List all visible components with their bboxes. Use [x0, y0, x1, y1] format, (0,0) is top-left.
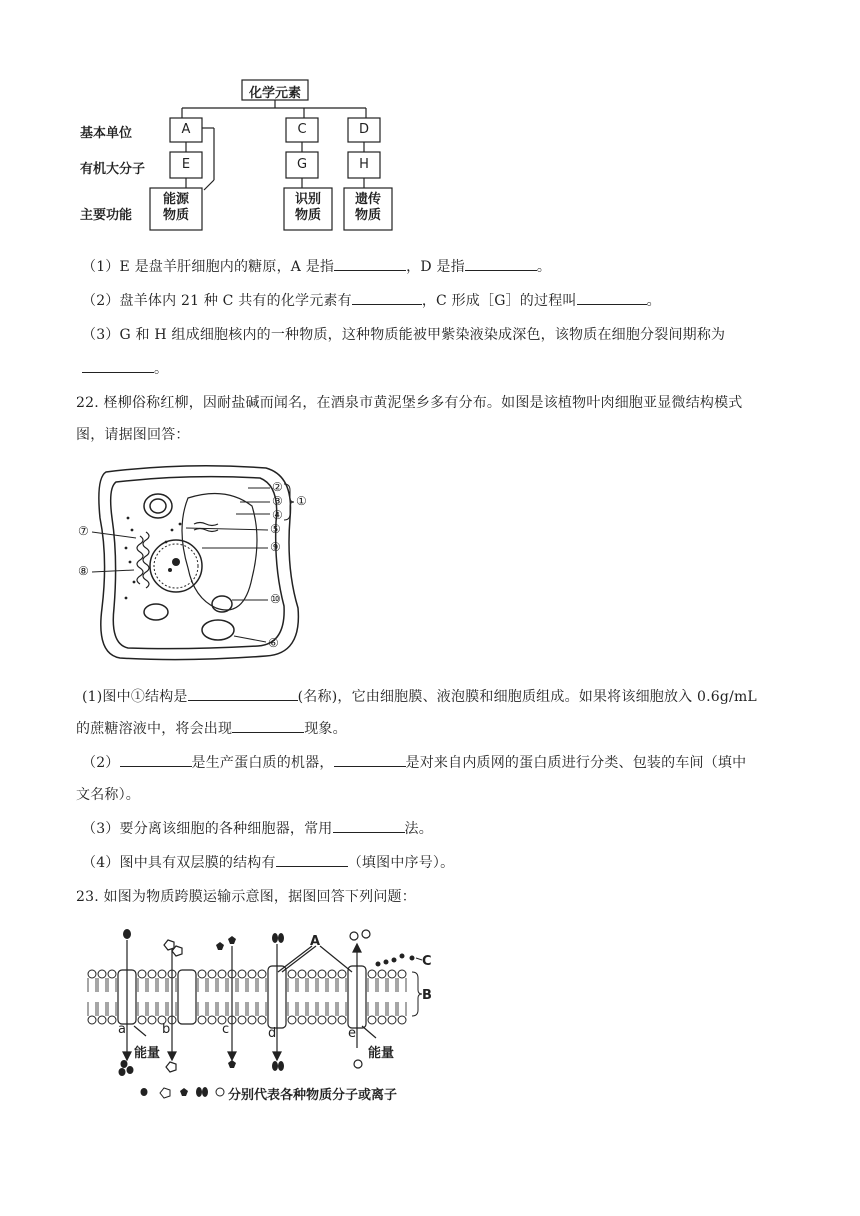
- label-c-glycoprotein: C: [422, 954, 432, 969]
- answer-blank[interactable]: [232, 718, 304, 733]
- energy-line2: 物质: [162, 208, 189, 223]
- answer-blank[interactable]: [577, 290, 647, 305]
- label-e-path: e: [348, 1026, 356, 1041]
- genetic-line2: 物质: [354, 208, 381, 223]
- energy-label-right: 能量: [368, 1046, 395, 1061]
- label-a-protein: A: [310, 934, 321, 949]
- q22-intro-line1: 22. 柽柳俗称红柳，因耐盐碱而闻名，在酒泉市黄泥堡乡多有分布。如图是该植物叶肉细胞亚显微结构模式: [76, 395, 743, 411]
- energy-label-left: 能量: [134, 1046, 161, 1061]
- row-label-function: 主要功能: [80, 208, 133, 223]
- q22-s1-text-d: 现象。: [304, 721, 347, 737]
- particle-legend-text: 分别代表各种物质分子或离子: [228, 1088, 398, 1103]
- cell-label-10: ⑩: [270, 592, 281, 606]
- cell-label-4: ④: [272, 508, 283, 522]
- box-g: G: [296, 157, 308, 172]
- q22-sub3: [82, 818, 433, 838]
- q21-part1: [82, 256, 551, 276]
- q21-part2: [82, 290, 661, 310]
- q22-sub4: [82, 852, 454, 872]
- q22-sub2: [82, 752, 746, 772]
- answer-blank[interactable]: [465, 256, 537, 271]
- q22-sub2-cont: 文名称）。: [76, 787, 140, 803]
- q22-s3-text-a: （3）要分离该细胞的各种细胞器，常用: [82, 821, 333, 837]
- cell-label-2: ②: [272, 480, 283, 494]
- q22-s2-text-a: （2）: [82, 755, 120, 771]
- membrane-drawing: [82, 922, 442, 1108]
- q21-p2-text-a: （2）盘羊体内 21 种 C 共有的化学元素有: [82, 293, 352, 309]
- cell-label-8: ⑧: [78, 564, 89, 578]
- answer-blank[interactable]: [82, 358, 154, 373]
- q22-s1-text-b: (名称)，它由细胞膜、液泡膜和细胞质组成。如果将该细胞放入 0.6g/mL: [297, 689, 757, 705]
- membrane-transport-diagram: [82, 922, 442, 1108]
- genetic-function-box: [344, 192, 392, 224]
- q21-p1-text-b: ，D 是指: [406, 259, 465, 275]
- q21-p1-text-c: 。: [536, 259, 552, 275]
- recognition-function-box: [284, 192, 332, 224]
- label-b-bilayer: B: [422, 988, 432, 1003]
- cell-label-7: ⑦: [78, 524, 89, 538]
- label-a-path: a: [118, 1022, 126, 1037]
- q22-s3-text-b: 法。: [404, 821, 433, 837]
- q22-intro-line2: 图，请据图回答：: [76, 427, 190, 443]
- answer-blank[interactable]: [188, 686, 298, 701]
- element-flow-diagram: [76, 74, 406, 244]
- answer-blank[interactable]: [276, 852, 348, 867]
- q21-p2-text-c: 。: [646, 293, 661, 309]
- cell-label-5: ⑤: [270, 522, 281, 536]
- q21-part3: [82, 324, 725, 344]
- box-e: E: [181, 157, 191, 172]
- answer-blank[interactable]: [120, 752, 192, 767]
- answer-blank[interactable]: [334, 256, 406, 271]
- q21-p2-text-b: ，C 形成［G］的过程叫: [421, 293, 577, 309]
- q22-s2-text-b: 是生产蛋白质的机器，: [191, 755, 334, 771]
- q22-s1-text-c: 的蔗糖溶液中，将会出现: [76, 721, 233, 737]
- energy-line1: 能源: [162, 192, 189, 207]
- q22-sub1-cont: [76, 718, 347, 738]
- recognition-line2: 物质: [294, 208, 321, 223]
- q21-p3-text-b: 。: [154, 361, 169, 377]
- cell-label-3: ③: [272, 494, 283, 508]
- q21-p1-text-a: （1）E 是盘羊肝细胞内的糖原，A 是指: [82, 259, 335, 275]
- q23-intro: 23. 如图为物质跨膜运输示意图，据图回答下列问题：: [76, 889, 416, 905]
- box-h: H: [359, 157, 369, 172]
- plant-cell-diagram: [76, 458, 312, 664]
- label-c-path: c: [222, 1022, 230, 1037]
- q22-sub1: [82, 686, 757, 706]
- box-d: D: [358, 122, 369, 137]
- q21-p3-text-a: （3）G 和 H 组成细胞核内的一种物质，这种物质能被甲紫染液染成深色，该物质在细胞分裂间期称为: [82, 327, 726, 343]
- recognition-line1: 识别: [294, 192, 321, 207]
- answer-blank[interactable]: [333, 818, 405, 833]
- cell-label-9: ⑨: [270, 540, 281, 554]
- label-b-path: b: [162, 1022, 171, 1037]
- answer-blank[interactable]: [352, 290, 422, 305]
- row-label-macromolecule: 有机大分子: [80, 162, 146, 177]
- q21-part3-cont: [82, 358, 168, 378]
- genetic-line1: 遗传: [354, 192, 381, 207]
- answer-blank[interactable]: [334, 752, 406, 767]
- label-d-path: d: [268, 1026, 277, 1041]
- cell-label-6: ⑥: [268, 636, 279, 650]
- q22-s4-text-b: （填图中序号）。: [347, 855, 455, 871]
- chem-elements-box-label: 化学元素: [248, 86, 301, 101]
- cell-label-1: ①: [296, 494, 307, 508]
- row-label-basic-unit: 基本单位: [80, 126, 133, 141]
- energy-function-box: [150, 192, 202, 224]
- q22-s2-text-c: 是对来自内质网的蛋白质进行分类、包装的车间（填中: [405, 755, 747, 771]
- box-c: C: [297, 122, 307, 137]
- box-a: A: [181, 122, 191, 137]
- q22-s1-text-a: (1)图中①结构是: [82, 689, 188, 705]
- q22-s4-text-a: （4）图中具有双层膜的结构有: [82, 855, 276, 871]
